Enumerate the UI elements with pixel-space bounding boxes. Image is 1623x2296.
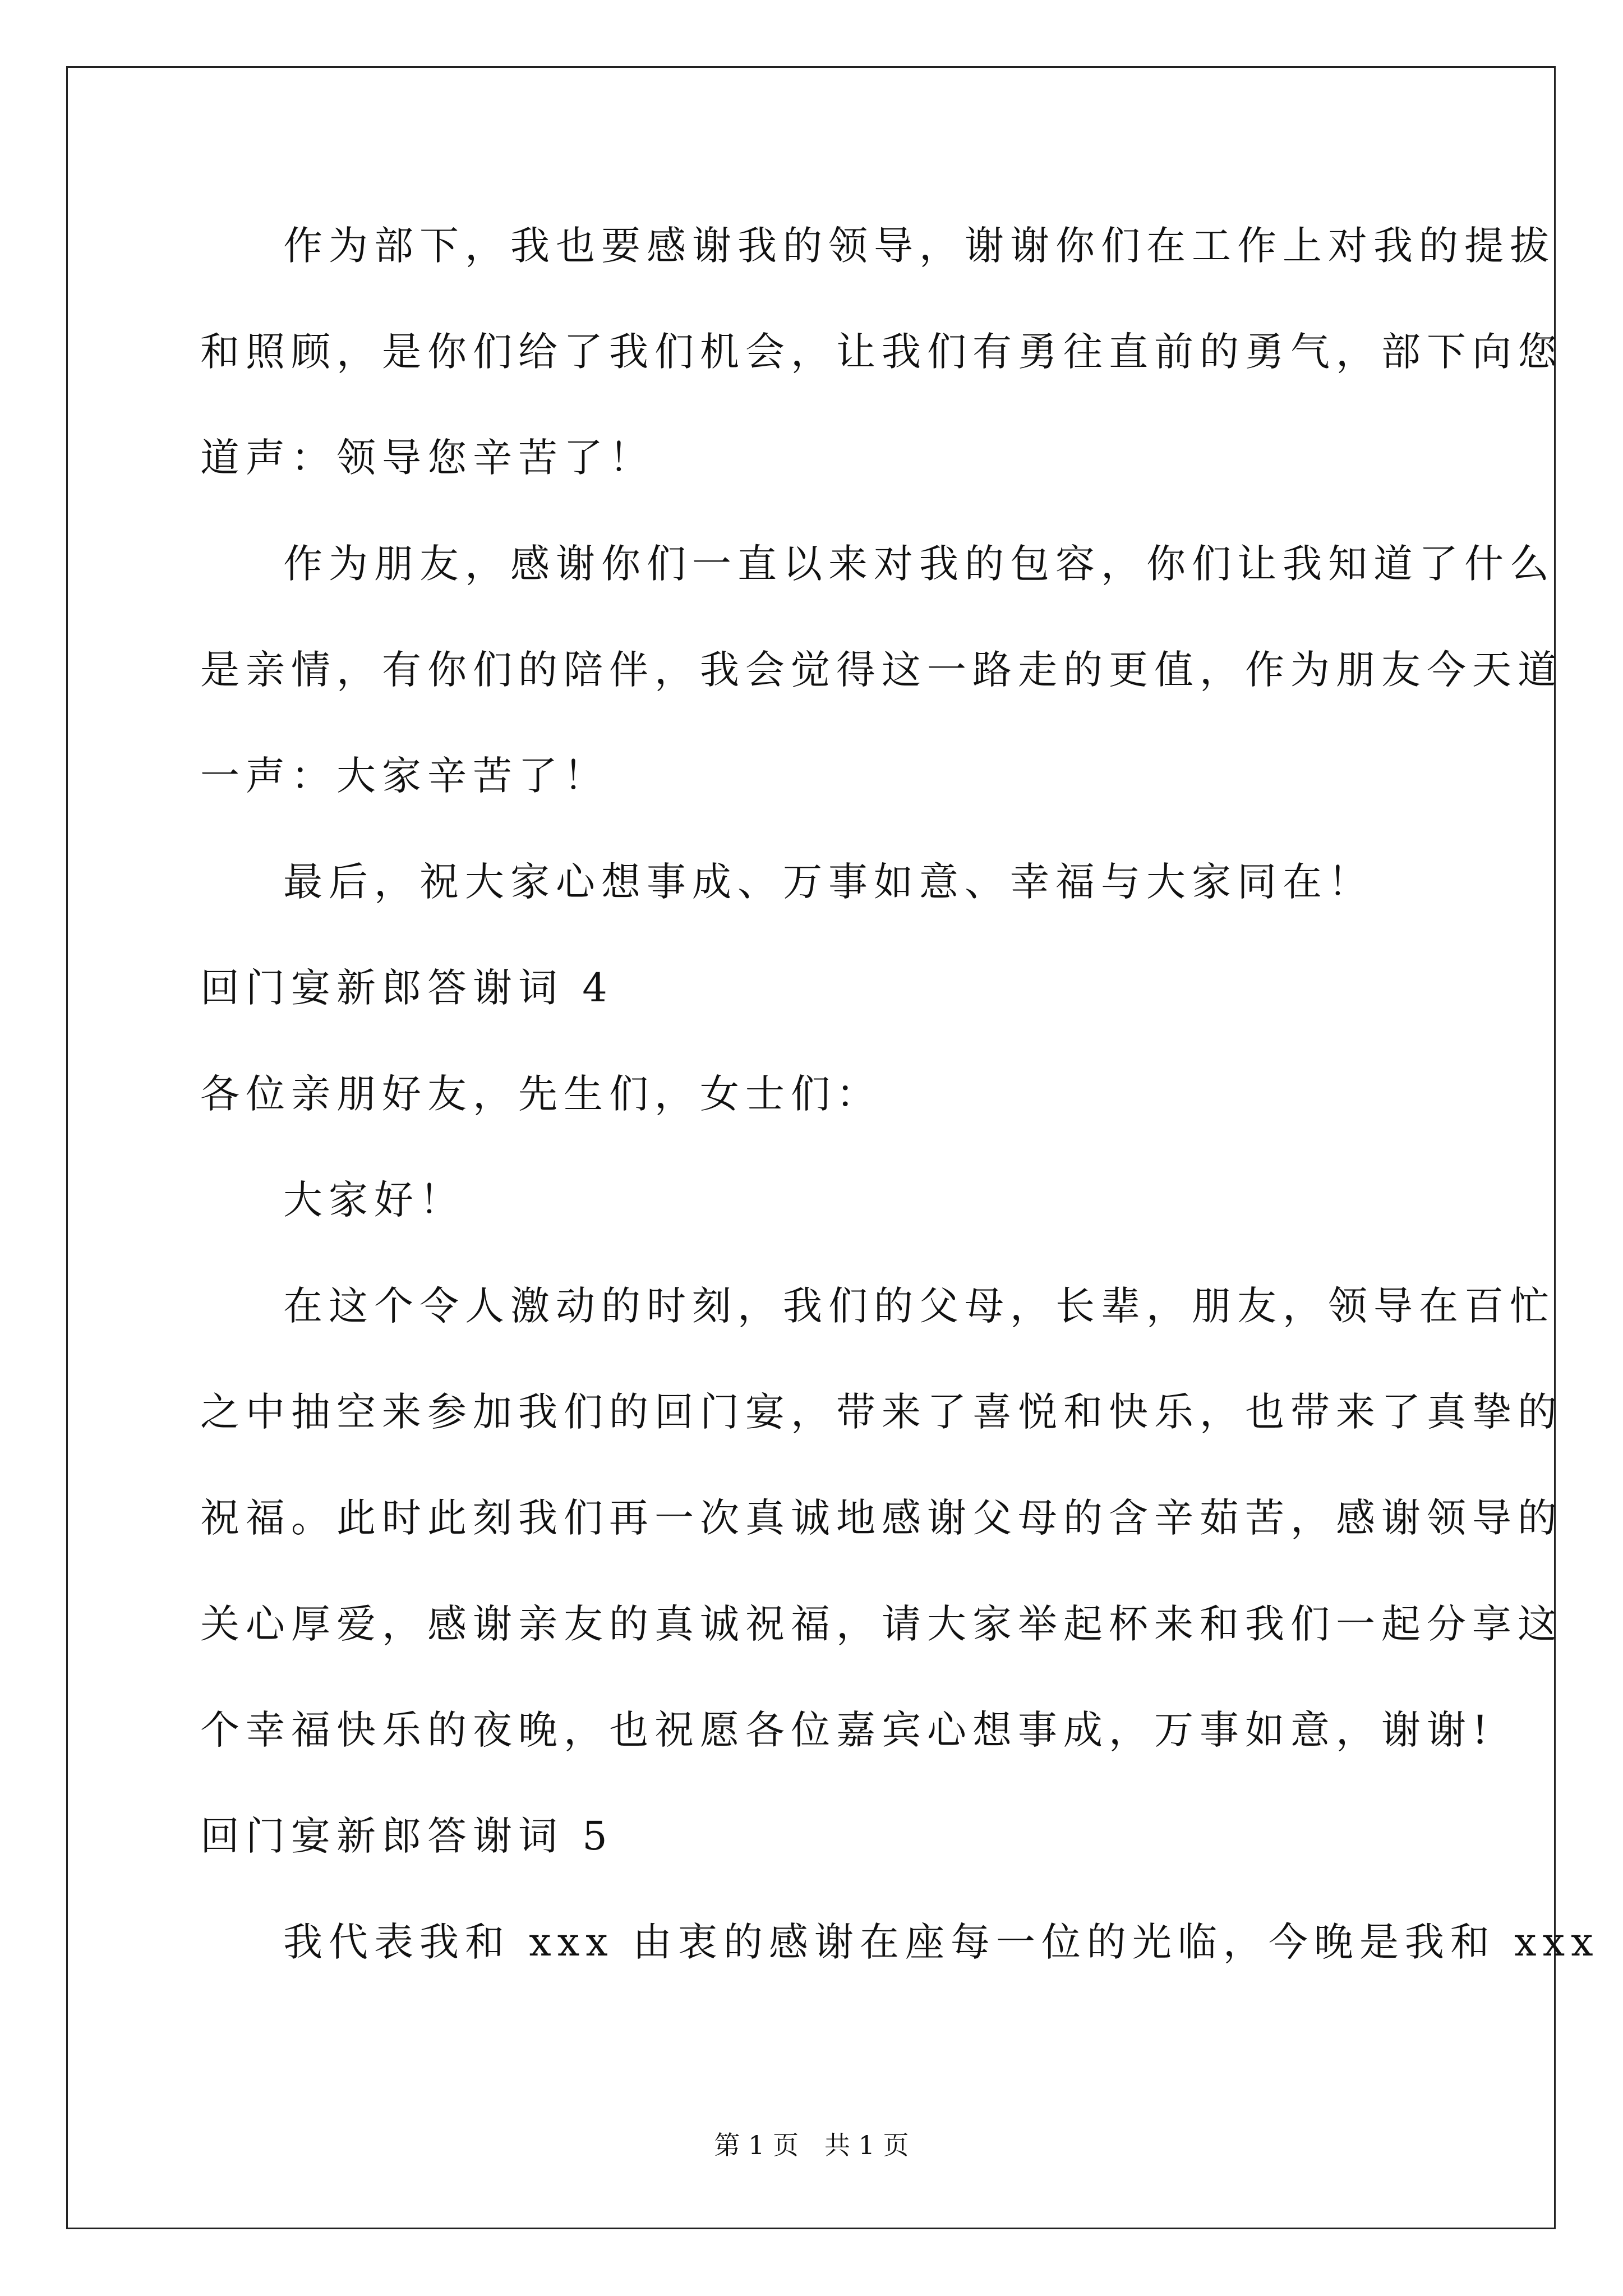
paragraph-line: 我代表我和 xxx 由衷的感谢在座每一位的光临，今晚是我和 xxx — [283, 1919, 1599, 1965]
page-border — [66, 66, 1556, 2229]
paragraph-line: 祝福。此时此刻我们再一次真诚地感谢父母的含辛茹苦，感谢领导的 — [200, 1495, 1563, 1541]
paragraph-line: 作为部下，我也要感谢我的领导，谢谢你们在工作上对我的提拔 — [283, 223, 1555, 269]
page-number: 第 1 页 共 1 页 — [714, 2130, 909, 2160]
paragraph-line: 一声：大家辛苦了！ — [200, 753, 609, 799]
section-heading: 回门宴新郎答谢词 5 — [200, 1813, 614, 1859]
paragraph-line: 在这个令人激动的时刻，我们的父母，长辈，朋友，领导在百忙 — [283, 1283, 1555, 1329]
paragraph-line: 之中抽空来参加我们的回门宴，带来了喜悦和快乐，也带来了真挚的 — [200, 1389, 1563, 1435]
greeting-line: 大家好！ — [283, 1177, 465, 1223]
paragraph-line: 作为朋友，感谢你们一直以来对我的包容，你们让我知道了什么 — [283, 541, 1555, 587]
paragraph-line: 是亲情，有你们的陪伴，我会觉得这一路走的更值，作为朋友今天道 — [200, 647, 1563, 693]
paragraph-line: 和照顾，是你们给了我们机会，让我们有勇往直前的勇气，部下向您 — [200, 329, 1563, 375]
paragraph-line: 关心厚爱，感谢亲友的真诚祝福，请大家举起杯来和我们一起分享这 — [200, 1601, 1563, 1647]
paragraph-line: 最后，祝大家心想事成、万事如意、幸福与大家同在！ — [283, 859, 1373, 905]
paragraph-line: 个幸福快乐的夜晚，也祝愿各位嘉宾心想事成，万事如意，谢谢! — [200, 1707, 1495, 1753]
section-heading: 回门宴新郎答谢词 4 — [200, 965, 614, 1011]
paragraph-line: 道声：领导您辛苦了！ — [200, 435, 654, 481]
salutation-line: 各位亲朋好友，先生们，女士们： — [200, 1071, 882, 1117]
